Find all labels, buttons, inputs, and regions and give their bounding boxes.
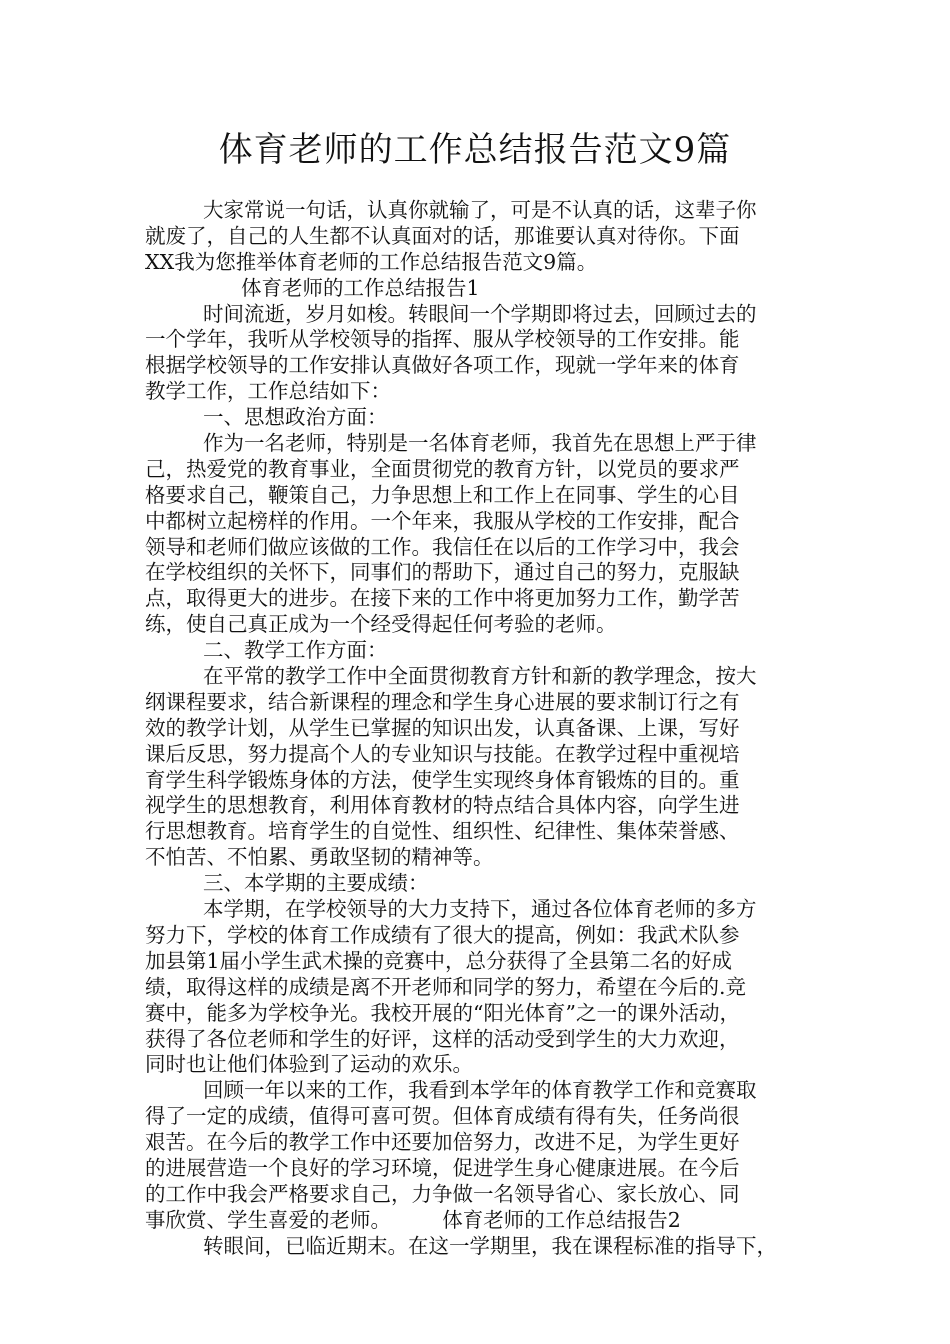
text-line: 本学期，在学校领导的大力支持下，通过各位体育老师的多方 [203, 897, 757, 922]
text-line: 赛中，能多为学校争光。我校开展的“阳光体育”之一的课外活动， [145, 1000, 740, 1025]
text-line: 领导和老师们做应该做的工作。我信任在以后的工作学习中，我会 [145, 534, 740, 559]
text-line: 格要求自己，鞭策自己，力争思想上和工作上在同事、学生的心目 [145, 482, 740, 507]
text-line: 在学校组织的关怀下，同事们的帮助下，通过自己的努力，克服缺 [145, 560, 740, 585]
text-line: 就废了，自己的人生都不认真面对的话，那谁要认真对待你。下面 [145, 223, 740, 248]
document-title: 体育老师的工作总结报告范文9篇 [218, 130, 732, 170]
text-line: 纲课程要求，结合新课程的理念和学生身心进展的要求制订行之有 [145, 689, 740, 714]
text-line: 的进展营造一个良好的学习环境，促进学生身心健康进展。在今后 [145, 1155, 740, 1180]
text-line: 的工作中我会严格要求自己，力争做一名领导省心、家长放心、同 [145, 1181, 740, 1206]
text-line: 同时也让他们体验到了运动的欢乐。 [145, 1052, 473, 1077]
text-line: 作为一名老师，特别是一名体育老师，我首先在思想上严于律 [203, 431, 757, 456]
text-line: 三、本学期的主要成绩： [203, 871, 429, 896]
text-line: XX我为您推举体育老师的工作总结报告范文9篇。 [145, 249, 598, 274]
text-line: 绩，取得这样的成绩是离不开老师和同学的努力，希望在今后的.竞 [145, 974, 747, 999]
text-line: 不怕苦、不怕累、勇敢坚韧的精神等。 [145, 845, 494, 870]
text-line: 一个学年，我听从学校领导的指挥、服从学校领导的工作安排。能 [145, 327, 740, 352]
text-line: 大家常说一句话，认真你就输了，可是不认真的话，这辈子你 [203, 198, 757, 222]
text-line: 一、思想政治方面： [203, 405, 388, 430]
text-line: 回顾一年以来的工作，我看到本学年的体育教学工作和竞赛取 [203, 1078, 757, 1103]
text-line: 艰苦。在今后的教学工作中还要加倍努力，改进不足，为学生更好 [145, 1130, 740, 1155]
text-line: 练，使自己真正成为一个经受得起任何考验的老师。 [145, 612, 617, 637]
text-line: 转眼间，已临近期末。在这一学期里，我在课程标准的指导下， [203, 1233, 777, 1258]
text-line: 得了一定的成绩，值得可喜可贺。但体育成绩有得有失，任务尚很 [145, 1104, 740, 1129]
text-line: 二、教学工作方面： [203, 638, 388, 663]
text-line: 体育老师的工作总结报告1 [241, 275, 480, 300]
text-line: 在平常的教学工作中全面贯彻教育方针和新的教学理念，按大 [203, 664, 757, 689]
text-line: 加县第1届小学生武术操的竞赛中，总分获得了全县第二名的好成 [145, 948, 733, 973]
text-line: 课后反思，努力提高个人的专业知识与技能。在教学过程中重视培 [145, 741, 740, 766]
document-body [145, 198, 815, 1260]
text-line: 教学工作，工作总结如下： [145, 379, 391, 404]
text-line: 中都树立起榜样的作用。一个年来，我服从学校的工作安排，配合 [145, 508, 740, 533]
text-line: 时间流逝，岁月如梭。转眼间一个学期即将过去，回顾过去的 [203, 301, 757, 326]
text-line: 根据学校领导的工作安排认真做好各项工作，现就一学年来的体育 [145, 353, 740, 378]
text-line: 努力下，学校的体育工作成绩有了很大的提高，例如：我武术队参 [145, 922, 740, 947]
text-line: 点，取得更大的进步。在接下来的工作中将更加努力工作，勤学苦 [145, 586, 740, 611]
text-line: 育学生科学锻炼身体的方法，使学生实现终身体育锻炼的目的。重 [145, 767, 740, 792]
text-line: 事欣赏、学生喜爱的老师。 体育老师的工作总结报告2 [145, 1207, 681, 1232]
text-line: 视学生的思想教育，利用体育教材的特点结合具体内容，向学生进 [145, 793, 740, 818]
text-line: 效的教学计划，从学生已掌握的知识出发，认真备课、上课，写好 [145, 715, 740, 740]
text-line: 己，热爱党的教育事业，全面贯彻党的教育方针，以党员的要求严 [145, 456, 740, 481]
text-line: 获得了各位老师和学生的好评，这样的活动受到学生的大力欢迎， [145, 1026, 740, 1051]
text-line: 行思想教育。培育学生的自觉性、组织性、纪律性、集体荣誉感、 [145, 819, 740, 844]
